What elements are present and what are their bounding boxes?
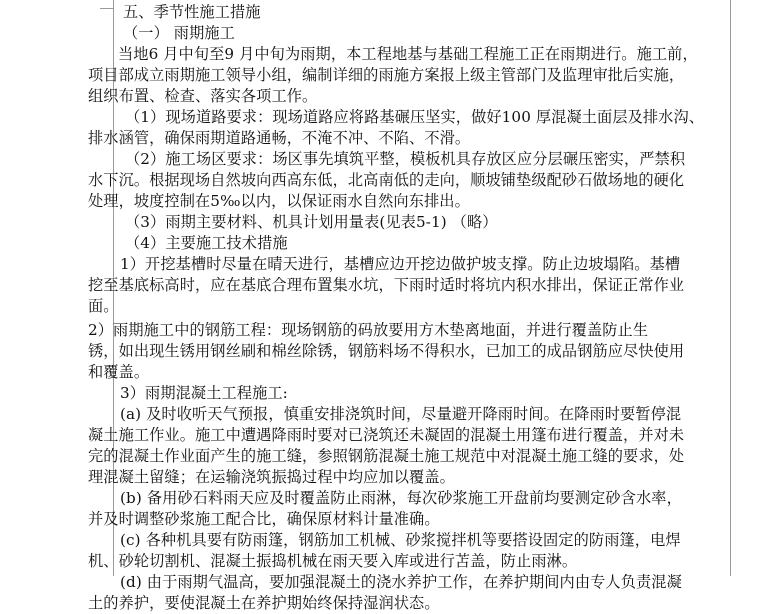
paragraph-line: 土的养护，要使混凝土在养护期始终保持湿润状态。: [88, 594, 440, 612]
paragraph-line: （1）现场道路要求：现场道路应将路基碾压坚实，做好100 厚混凝土面层及排水沟、: [125, 108, 705, 126]
paragraph-line: (b) 备用砂石料雨天应及时覆盖防止雨淋，每次砂浆施工开盘前均要测定砂含水率，: [120, 489, 682, 507]
paragraph-line: 处理，坡度控制在5‰以内，以保证雨水自然向东排出。: [88, 192, 470, 210]
paragraph-line: 当地6 月中旬至9 月中旬为雨期，本工程地基与基础工程施工正在雨期进行。施工前，: [118, 45, 698, 63]
paragraph-line: 理混凝土留缝；在运输浇筑振捣过程中均应加以覆盖。: [88, 468, 455, 486]
paragraph-line: 完的混凝土作业面产生的施工缝，参照钢筋混凝土施工规范中对混凝土施工缝的要求，处: [88, 447, 685, 465]
margin-rule-right: [730, 0, 731, 576]
paragraph-line: 2）雨期施工中的钢筋工程：现场钢筋的码放要用方木垫离地面，并进行覆盖防止生: [88, 321, 649, 339]
paragraph-line: 1）开挖基槽时尽量在晴天进行，基槽应边开挖边做护坡支撑。防止边坡塌陷。基槽: [120, 255, 681, 273]
paragraph-line: （3）雨期主要材料、机具计划用量表(见表5-1) （略）: [125, 213, 498, 231]
paragraph-line: 3）雨期混凝土工程施工:: [120, 384, 288, 402]
section-heading: 五、季节性施工措施: [123, 3, 261, 21]
subsection-heading: （一） 雨期施工: [123, 24, 235, 42]
paragraph-line: 和覆盖。: [88, 363, 150, 381]
paragraph-line: 组织布置、检查、落实各项工作。: [88, 87, 318, 105]
paragraph-line: 凝土施工作业。施工中遭遇降雨时要对已浇筑还未凝固的混凝土用篷布进行覆盖，并对未: [88, 426, 685, 444]
paragraph-line: （4）主要施工技术措施: [125, 234, 288, 252]
paragraph-line: 机、砂轮切割机、混凝土振捣机械在雨天要入库或进行苫盖，防止雨淋。: [88, 552, 578, 570]
paragraph-line: 水下沉。根据现场自然坡向西高东低，北高南低的走向，顺坡铺垫级配砂石做场地的硬化: [88, 171, 685, 189]
paragraph-line: （2）施工场区要求：场区事先填筑平整，模板机具存放区应分层碾压密实，严禁积: [125, 150, 686, 168]
corner-tick-top: [100, 8, 114, 9]
paragraph-line: 面。: [88, 297, 119, 315]
paragraph-line: (d) 由于雨期气温高，要加强混凝土的浇水养护工作，在养护期间内由专人负责混凝: [120, 573, 682, 591]
paragraph-line: 挖至基底标高时，应在基底合理布置集水坑，下雨时适时将坑内积水排出，保证正常作业: [88, 276, 685, 294]
paragraph-line: 锈，如出现生锈用钢丝刷和棉丝除锈，钢筋料场不得积水，已加工的成品钢筋应尽快使用: [88, 342, 685, 360]
paragraph-line: (c) 各种机具要有防雨篷，钢筋加工机械、砂浆搅拌机等要搭设固定的防雨篷，电焊: [120, 531, 681, 549]
paragraph-line: 并及时调整砂浆施工配合比，确保原材料计量准确。: [88, 510, 440, 528]
paragraph-line: (a) 及时收听天气预报，慎重安排浇筑时间，尽量避开降雨时间。在降雨时要暂停混: [120, 405, 682, 423]
paragraph-line: 项目部成立雨期施工领导小组，编制详细的雨施方案报上级主管部门及监理审批后实施，: [88, 66, 685, 84]
paragraph-line: 排水涵管，确保雨期道路通畅，不淹不冲、不陷、不滑。: [88, 129, 471, 147]
